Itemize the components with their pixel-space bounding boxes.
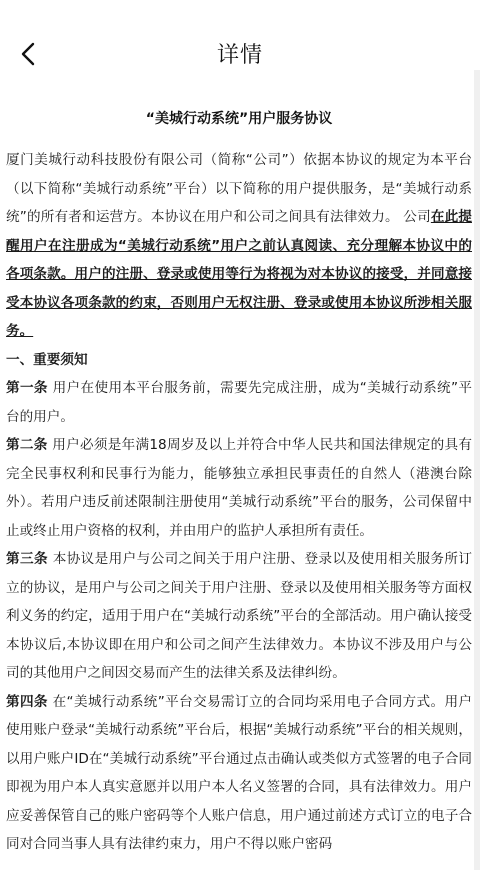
agreement-title: “美城行动系统”用户服务协议 <box>145 111 333 127</box>
article-1 <box>6 374 472 431</box>
scrollbar-track[interactable] <box>474 70 480 870</box>
article-4 <box>6 688 472 859</box>
article-label: 第三条 <box>6 551 48 567</box>
intro-emphasis-text: 在此提醒用户在注册成为“美城行动系统”用户之前认真阅读、充分理解本协议中的各项条款。用户的注册、登录或使用等行为将视为对本协议的接受，并同意接受本协议各项条款的约束，否则用户无权注册、登录或使用本协议所涉相关服务。 <box>6 209 472 339</box>
agreement-content[interactable] <box>6 104 472 859</box>
article-3 <box>6 545 472 688</box>
intro-text: 厦门美城行动科技股份有限公司（简称“公司”）依据本协议的规定为本平台（以下简称“美城行动系统”平台）以下简称的用户提供服务，是“美城行动系统”的所有者和运营方。本协议在用户和公司之间具有法律效力。 公司 <box>6 152 472 225</box>
article-text: 本协议是用户与公司之间关于用户注册、登录以及使用相关服务所订立的协议，是用户与公司之间关于用户注册、登录以及使用相关服务等方面权利义务的约定，适用于用户在“美城行动系统”平台的全部活动。用户确认接受本协议后,本协议即在用户和公司之间产生法律效力。本协议不涉及用户与公司的其他用户之间因交易而产生的法律关系及法律纠纷。 <box>6 551 473 681</box>
navigation-bar <box>0 0 480 108</box>
article-text: 在“美城行动系统”平台交易需订立的合同均采用电子合同方式。用户使用账户登录“美城行动系统”平台后，根据“美城行动系统”平台的相关规则，以用户账户ID在“美城行动系统”平台通过点击确认或类似方式签署的电子合同即视为用户本人真实意愿并以用户本人名义签署的合同，具有法律效力。用户应妥善保管自己的账户密码等个人账户信息，用户通过前述方式订立的电子合同对合同当事人具有法律约束力，用户不得以账户密码 <box>6 693 473 852</box>
article-text: 用户在使用本平台服务前，需要先完成注册，成为“美城行动系统”平台的用户。 <box>6 380 473 425</box>
intro-paragraph <box>6 146 472 346</box>
article-label: 第一条 <box>6 380 48 396</box>
article-label: 第二条 <box>6 437 48 453</box>
article-2 <box>6 431 472 545</box>
page-title: 详情 <box>216 43 263 68</box>
article-text: 用户必须是年满18周岁及以上并符合中华人民共和国法律规定的具有完全民事权利和民事行为能力，能够独立承担民事责任的自然人（港澳台除外）。若用户违反前述限制注册使用“美城行动系统”平台的服务，公司保留中止或终止用户资格的权利，并由用户的监护人承担所有责任。 <box>6 437 472 539</box>
article-label: 第四条 <box>6 693 48 710</box>
section-heading-important: 一、重要须知 <box>6 351 88 368</box>
